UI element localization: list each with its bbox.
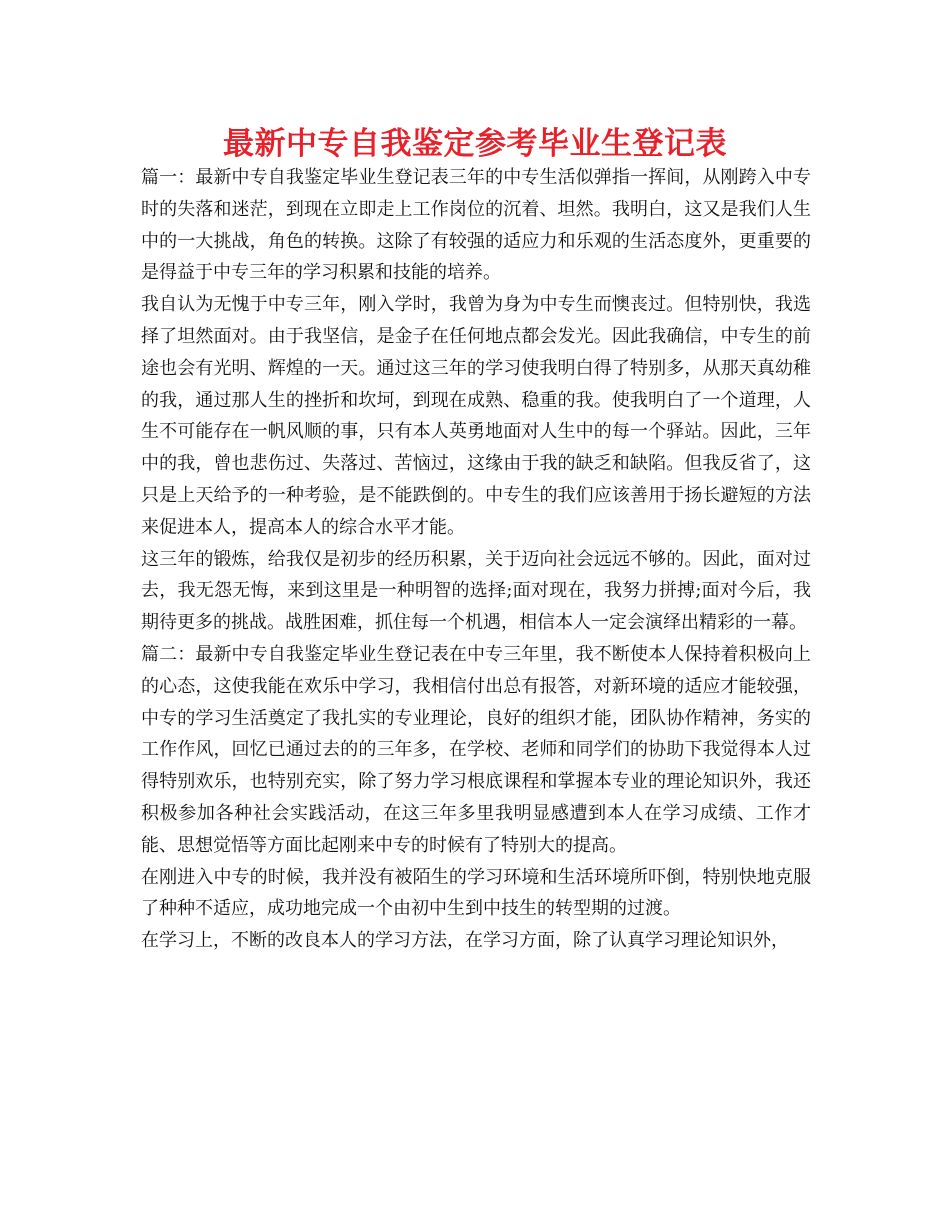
document-title: 最新中专自我鉴定参考毕业生登记表	[223, 126, 727, 162]
paragraph: 我自认为无愧于中专三年，刚入学时，我曾为身为中专生而懊丧过。但特别快，我选择了坦然面对。由于我坚信，是金子在任何地点都会发光。因此我确信，中专生的前途也会有光明、辉煌的一天。通过这三年的学习使我明白得了特别多，从那天真幼稚的我，通过那人生的挫折和坎坷，到现在成熟、稳重的我。使我明白了一个道理，人生不可能存在一帆风顺的事，只有本人英勇地面对人生中的每一个驿站。因此，三年中的我，曾也悲伤过、失落过、苦恼过，这缘由于我的缺乏和缺陷。但我反省了，这只是上天给予的一种考验，是不能跌倒的。中专生的我们应该善用于扬长避短的方法来促进本人，提高本人的综合水平才能。	[141, 294, 811, 538]
document-body	[141, 162, 811, 957]
paragraph: 篇一：最新中专自我鉴定毕业生登记表三年的中专生活似弹指一挥间，从刚跨入中专时的失落和迷茫，到现在立即走上工作岗位的沉着、坦然。我明白，这又是我们人生中的一大挑战，角色的转换。这除了有较强的适应力和乐观的生活态度外，更重要的是得益于中专三年的学习积累和技能的培养。	[141, 167, 811, 284]
paragraph: 在刚进入中专的时候，我并没有被陌生的学习环境和生活环境所吓倒，特别快地克服了种种不适应，成功地完成一个由初中生到中技生的转型期的过渡。	[141, 866, 811, 920]
paragraph: 这三年的锻炼，给我仅是初步的经历积累，关于迈向社会远远不够的。因此，面对过去，我无怨无悔，来到这里是一种明智的选择;面对现在，我努力拼搏;面对今后，我期待更多的挑战。战胜困难，抓住每一个机遇，相信本人一定会演绎出精彩的一幕。	[141, 548, 811, 634]
paragraph: 篇二：最新中专自我鉴定毕业生登记表在中专三年里，我不断使本人保持着积极向上的心态，这使我能在欢乐中学习，我相信付出总有报答，对新环境的适应才能较强，中专的学习生活奠定了我扎实的专业理论，良好的组织才能，团队协作精神，务实的工作作风，回忆已通过去的的三年多，在学校、老师和同学们的协助下我觉得本人过得特别欢乐，也特别充实，除了努力学习根底课程和掌握本专业的理论知识外，我还积极参加各种社会实践活动，在这三年多里我明显感遭到本人在学习成绩、工作才能、思想觉悟等方面比起刚来中专的时候有了特别大的提高。	[141, 643, 811, 856]
paragraph: 在学习上，不断的改良本人的学习方法，在学习方面，除了认真学习理论知识外，	[141, 930, 789, 952]
